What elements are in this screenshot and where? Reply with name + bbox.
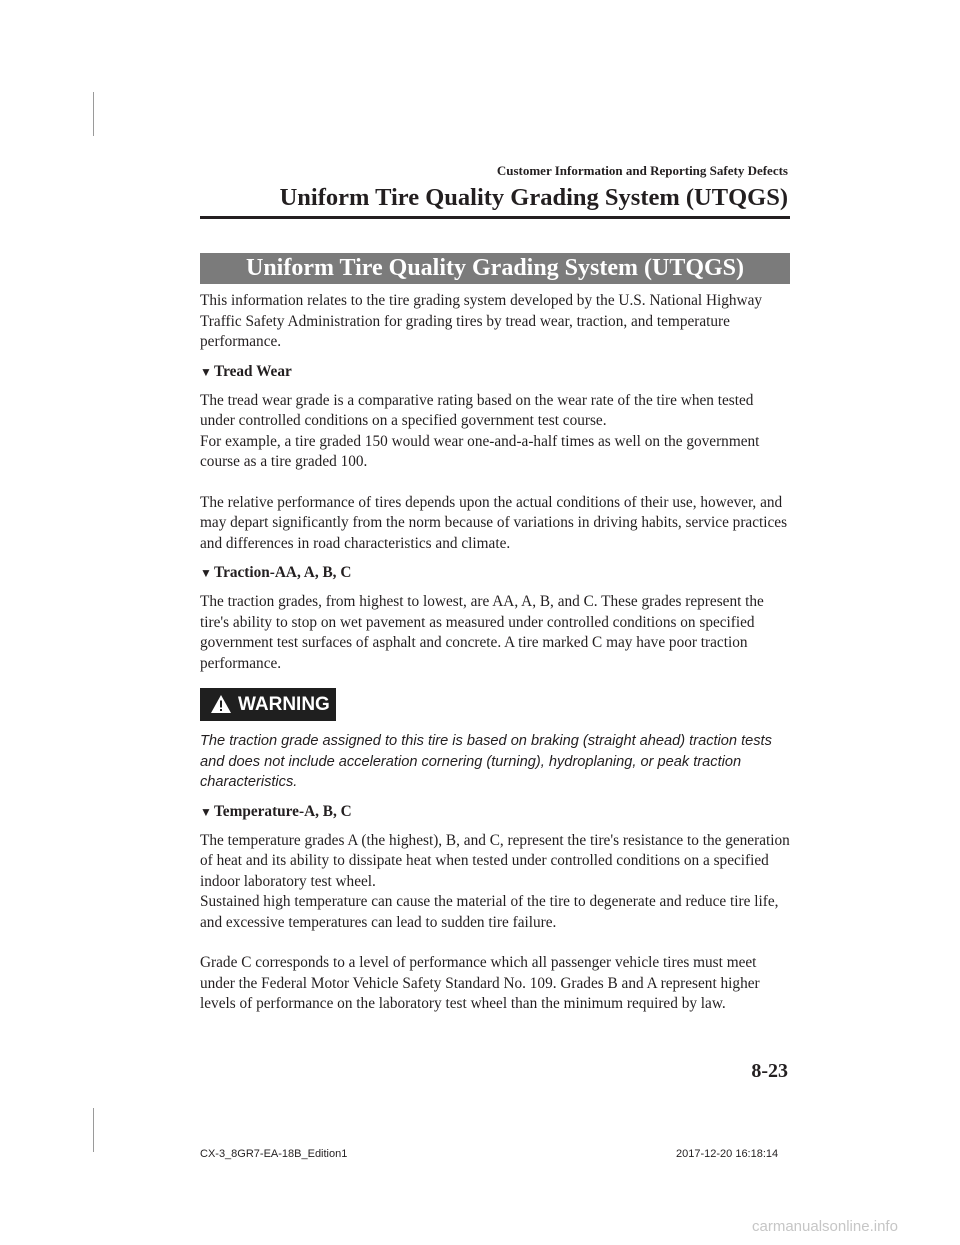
- running-header-title: Uniform Tire Quality Grading System (UTQGS): [279, 184, 788, 211]
- watermark: carmanualsonline.info: [752, 1218, 898, 1235]
- subheading-traction: [200, 563, 792, 583]
- temperature-paragraph-1: The temperature grades A (the highest), B, and C, represent the tire's resistance to the generation of heat and its ability to dissipate heat when tested under controlled conditions on a specified indoor laboratory test wheel.: [200, 831, 790, 890]
- subheading-label: Traction-AA, A, B, C: [214, 564, 352, 581]
- section-title: Uniform Tire Quality Grading System (UTQGS): [200, 253, 790, 284]
- footer-edition: CX-3_8GR7-EA-18B_Edition1: [200, 1148, 348, 1160]
- header-rule: [200, 216, 790, 219]
- tread-wear-paragraph-3: The relative performance of tires depends upon the actual conditions of their use, however, and may depart significantly from the norm because of variations in driving habits, service practices and differences in road characteristics and climate.: [200, 493, 788, 552]
- running-header-chapter: Customer Information and Reporting Safety Defects: [496, 163, 788, 178]
- traction-paragraph-1: The traction grades, from highest to lowest, are AA, A, B, and C. These grades represent the tire's ability to stop on wet pavement as measured under controlled conditions on specified government test surfaces of asphalt and concrete. A tire marked C may have poor traction performance.: [200, 593, 764, 672]
- subheading-label: Temperature-A, B, C: [214, 802, 352, 820]
- subheading-temperature: [200, 802, 792, 822]
- temperature-paragraph-3: Grade C corresponds to a level of performance which all passenger vehicle tires must meet under the Federal Motor Vehicle Safety Standard No. 109. Grades B and A represent higher levels of performance on the laboratory test wheel than the minimum required by law.: [200, 954, 760, 1012]
- crop-mark-top: [93, 92, 94, 136]
- subheading-tread-wear: [200, 362, 792, 382]
- triangle-down-icon: ▼: [200, 566, 212, 580]
- tread-wear-paragraph-1: The tread wear grade is a comparative rating based on the wear rate of the tire when tested under controlled conditions on a specified government test course.: [200, 391, 754, 429]
- crop-mark-bottom: [93, 1108, 94, 1152]
- intro-paragraph: This information relates to the tire grading system developed by the U.S. National Highway Traffic Safety Administration for grading tires by tread wear, traction, and temperature performance.: [200, 292, 763, 350]
- warning-label: [200, 688, 336, 721]
- warning-box: [200, 688, 792, 793]
- warning-text: The traction grade assigned to this tire is based on braking (straight ahead) traction tests and does not include acceleration cornering (turning), hydroplaning, or peak traction characteristics.: [200, 733, 772, 790]
- triangle-down-icon: ▼: [200, 804, 212, 819]
- tread-wear-paragraph-2: For example, a tire graded 150 would wear one-and-a-half times as well on the government course as a tire graded 100.: [200, 432, 760, 470]
- temperature-paragraph-2: Sustained high temperature can cause the material of the tire to degenerate and reduce tire life, and excessive temperatures can lead to sudden tire failure.: [200, 893, 779, 931]
- page-number: 8-23: [751, 1060, 788, 1082]
- footer-timestamp: 2017-12-20 16:18:14: [676, 1148, 779, 1160]
- warning-icon: [210, 694, 232, 714]
- page-content: [200, 291, 792, 1015]
- triangle-down-icon: ▼: [200, 364, 212, 379]
- warning-label-text: WARNING: [238, 694, 330, 715]
- subheading-label: Tread Wear: [214, 362, 292, 380]
